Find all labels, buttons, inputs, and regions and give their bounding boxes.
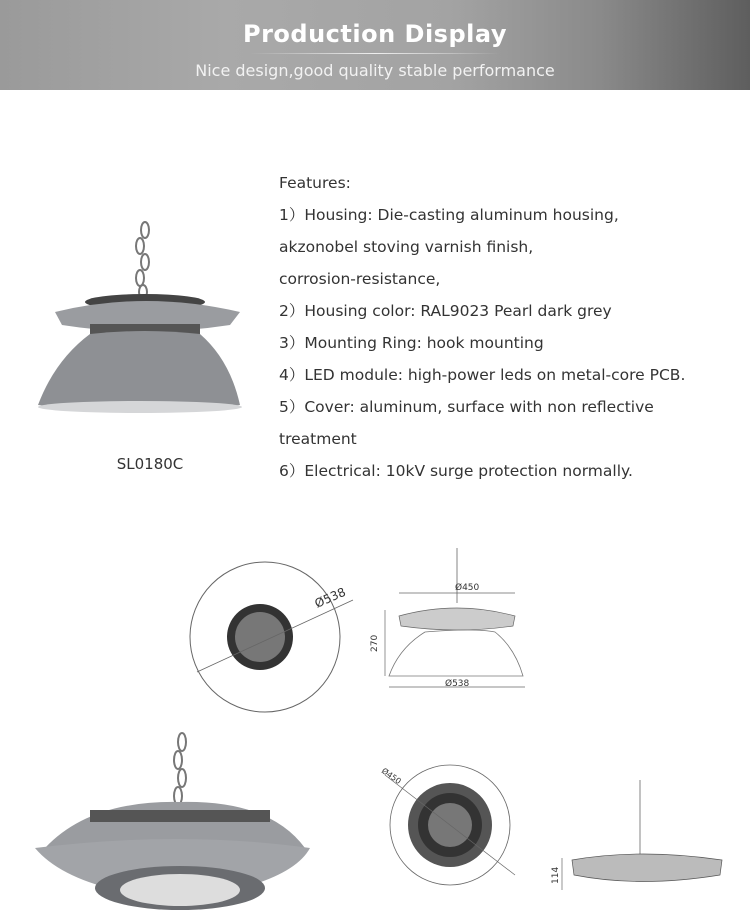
feature-line: akzonobel stoving varnish finish,: [279, 238, 534, 256]
side-height-label: 270: [370, 634, 380, 652]
side-bottom-diameter-label: Ø538: [445, 679, 470, 689]
features-heading: Features:: [279, 174, 351, 192]
feature-line: 4）LED module: high-power leds on metal-core PCB.: [279, 366, 686, 384]
top-view-drawing-lowprofile: [375, 760, 525, 900]
page-subtitle: Nice design,good quality stable performance: [195, 61, 555, 80]
side-view-drawing: [365, 548, 525, 698]
top-view-drawing: [185, 560, 360, 720]
side-view-drawing-lowprofile: [550, 780, 730, 905]
feature-line: treatment: [279, 430, 357, 448]
title-divider: [250, 53, 500, 54]
side-top-diameter-label: Ø450: [455, 583, 480, 593]
product-image-sl0180c: [30, 220, 250, 420]
feature-line: 2）Housing color: RAL9023 Pearl dark grey: [279, 302, 612, 320]
small-height-label: 114: [551, 866, 561, 884]
feature-line: corrosion-resistance,: [279, 270, 441, 288]
feature-line: 3）Mounting Ring: hook mounting: [279, 334, 544, 352]
top-view-diameter-label: Ø538: [312, 584, 348, 611]
product-model-label: SL0180C: [116, 455, 184, 473]
small-top-diameter-label: Ø450: [379, 766, 403, 787]
features-list: [279, 167, 685, 487]
header-banner: [0, 0, 750, 90]
page-title: Production Display: [243, 20, 507, 48]
feature-line: 5）Cover: aluminum, surface with non reflective: [279, 398, 654, 416]
feature-line: 1）Housing: Die-casting aluminum housing,: [279, 206, 619, 224]
product-image-lowprofile: [30, 730, 310, 910]
feature-line: 6）Electrical: 10kV surge protection normally.: [279, 462, 633, 480]
